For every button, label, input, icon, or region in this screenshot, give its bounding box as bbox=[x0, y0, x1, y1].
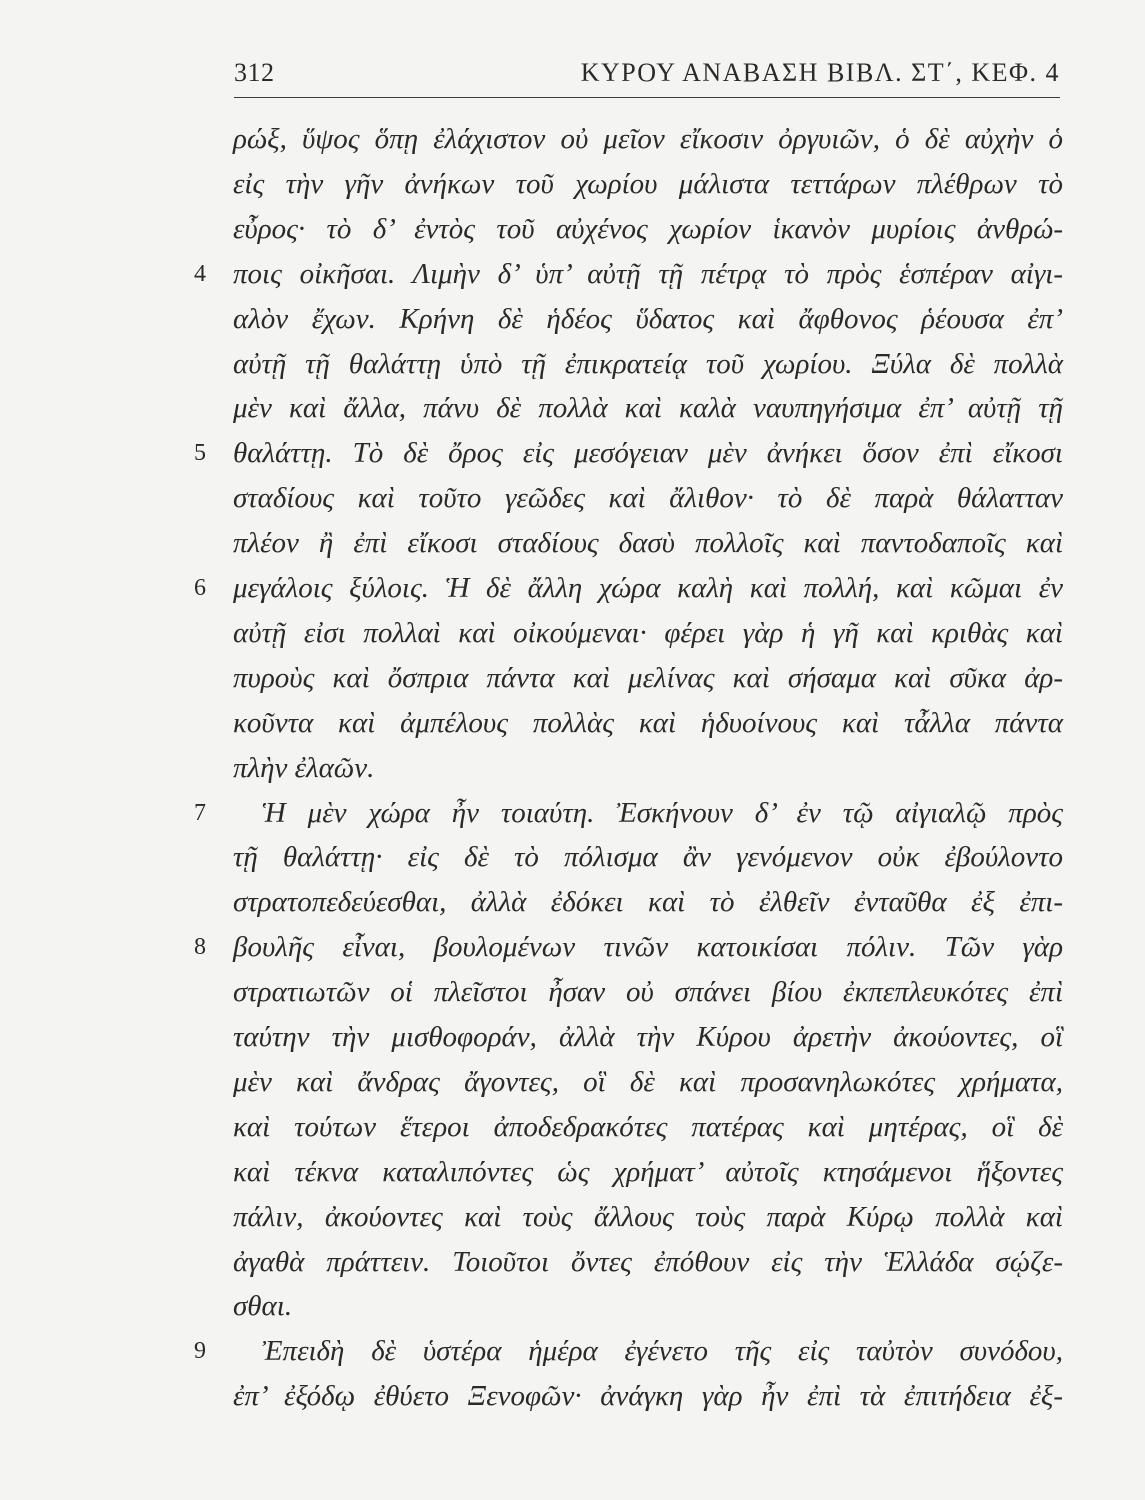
page-number: 312 bbox=[234, 58, 275, 87]
section-number: 8 bbox=[194, 934, 206, 961]
text-line: ταύτην τὴν μισθοφοράν, ἀλλὰ τὴν Κύρου ἀρετὴν ἀκούοντες, οἳ bbox=[233, 1021, 1063, 1053]
text-line: τῇ θαλάττῃ· εἰς δὲ τὸ πόλισμα ἂν γενόμενον οὐκ ἐβούλοντο bbox=[233, 841, 1063, 874]
text-line: βουλῆς εἶναι, βουλομένων τινῶν κατοικίσαι πόλιν. Τῶν γὰρ bbox=[233, 931, 1063, 964]
text-line: Ἡ μὲν χώρα ἦν τοιαύτη. Ἐσκήνουν δ’ ἐν τῷ αἰγιαλῷ πρὸς bbox=[262, 796, 1063, 829]
text-line: πάλιν, ἀκούοντες καὶ τοὺς ἄλλους τοὺς παρὰ Κύρῳ πολλὰ καὶ bbox=[233, 1200, 1063, 1233]
section-number: 9 bbox=[194, 1338, 206, 1365]
text-line: Ἐπειδὴ δὲ ὑστέρα ἡμέρα ἐγένετο τῆς εἰς ταὐτὸν συνόδου, bbox=[262, 1335, 1063, 1368]
text-line: πυροὺς καὶ ὄσπρια πάντα καὶ μελίνας καὶ σήσαμα καὶ σῦκα ἀρ- bbox=[233, 661, 1063, 694]
text-line: ἀγαθὰ πράττειν. Τοιοῦτοι ὄντες ἐπόθουν εἰς τὴν Ἑλλάδα σῴζε- bbox=[233, 1245, 1063, 1278]
section-number: 7 bbox=[194, 799, 206, 826]
running-head: ΚΥΡΟΥ ΑΝΑΒΑΣΗ ΒΙΒΛ. ΣΤ΄, ΚΕΦ. 4 bbox=[580, 58, 1060, 87]
section-number: 4 bbox=[194, 260, 206, 287]
text-line: καὶ τούτων ἕτεροι ἀποδεδρακότες πατέρας καὶ μητέρας, οἳ δὲ bbox=[233, 1110, 1063, 1143]
text-line: σταδίους καὶ τοῦτο γεῶδες καὶ ἄλιθον· τὸ δὲ παρὰ θάλατταν bbox=[233, 482, 1063, 515]
text-line: μὲν καὶ ἄλλα, πάνυ δὲ πολλὰ καὶ καλὰ ναυπηγήσιμα ἐπ’ αὐτῇ τῇ bbox=[233, 392, 1063, 425]
text-line: μεγάλοις ξύλοις. Ἡ δὲ ἄλλη χώρα καλὴ καὶ πολλή, καὶ κῶμαι ἐν bbox=[233, 572, 1063, 604]
text-line: θαλάττῃ. Τὸ δὲ ὄρος εἰς μεσόγειαν μὲν ἀνήκει ὅσον ἐπὶ εἴκοσι bbox=[233, 437, 1063, 470]
text-line: ποις οἰκῆσαι. Λιμὴν δ’ ὑπ’ αὐτῇ τῇ πέτρᾳ τὸ πρὸς ἑσπέραν αἰγι- bbox=[233, 257, 1063, 290]
text-line: στρατιωτῶν οἱ πλεῖστοι ἦσαν οὐ σπάνει βίου ἐκπεπλευκότες ἐπὶ bbox=[233, 976, 1063, 1009]
section-number: 6 bbox=[194, 575, 206, 601]
section-number: 5 bbox=[194, 440, 206, 467]
text-line: εὖρος· τὸ δ’ ἐντὸς τοῦ αὐχένος χωρίον ἱκανὸν μυρίοις ἀνθρώ- bbox=[233, 212, 1063, 245]
text-line: στρατοπεδεύεσθαι, ἀλλὰ ἐδόκει καὶ τὸ ἐλθεῖν ἐνταῦθα ἐξ ἐπι- bbox=[233, 886, 1063, 919]
header-rule bbox=[234, 97, 1060, 98]
text-line: κοῦντα καὶ ἀμπέλους πολλὰς καὶ ἡδυοίνους καὶ τἆλλα πάντα bbox=[233, 706, 1063, 739]
text-line: εἰς τὴν γῆν ἀνήκων τοῦ χωρίου μάλιστα τεττάρων πλέθρων τὸ bbox=[233, 167, 1063, 200]
text-line: ρώξ, ὕψος ὅπῃ ἐλάχιστον οὐ μεῖον εἴκοσιν ὀργυιῶν, ὁ δὲ αὐχὴν ὁ bbox=[233, 123, 1063, 155]
text-line: καὶ τέκνα καταλιπόντες ὡς χρήματ’ αὐτοῖς κτησάμενοι ἥξοντες bbox=[233, 1155, 1063, 1188]
text-line: αλὸν ἔχων. Κρήνη δὲ ἡδέος ὕδατος καὶ ἄφθονος ῥέουσα ἐπ’ bbox=[233, 302, 1063, 335]
text-line: πλέον ἢ ἐπὶ εἴκοσι σταδίους δασὺ πολλοῖς καὶ παντοδαποῖς καὶ bbox=[233, 527, 1063, 560]
text-line: ἐπ’ ἐξόδῳ ἐθύετο Ξενοφῶν· ἀνάγκη γὰρ ἦν ἐπὶ τὰ ἐπιτήδεια ἐξ- bbox=[233, 1380, 1063, 1413]
text-line: πλὴν ἐλαῶν. bbox=[233, 751, 375, 784]
text-line: αὐτῇ εἰσι πολλαὶ καὶ οἰκούμεναι· φέρει γὰρ ἡ γῆ καὶ κριθὰς καὶ bbox=[233, 616, 1063, 649]
text-line: σθαι. bbox=[233, 1290, 293, 1323]
text-line: μὲν καὶ ἄνδρας ἄγοντες, οἳ δὲ καὶ προσανηλωκότες χρήματα, bbox=[233, 1065, 1063, 1098]
page-header bbox=[234, 58, 1060, 98]
text-line: αὐτῇ τῇ θαλάττῃ ὑπὸ τῇ ἐπικρατείᾳ τοῦ χωρίου. Ξύλα δὲ πολλὰ bbox=[233, 347, 1063, 380]
